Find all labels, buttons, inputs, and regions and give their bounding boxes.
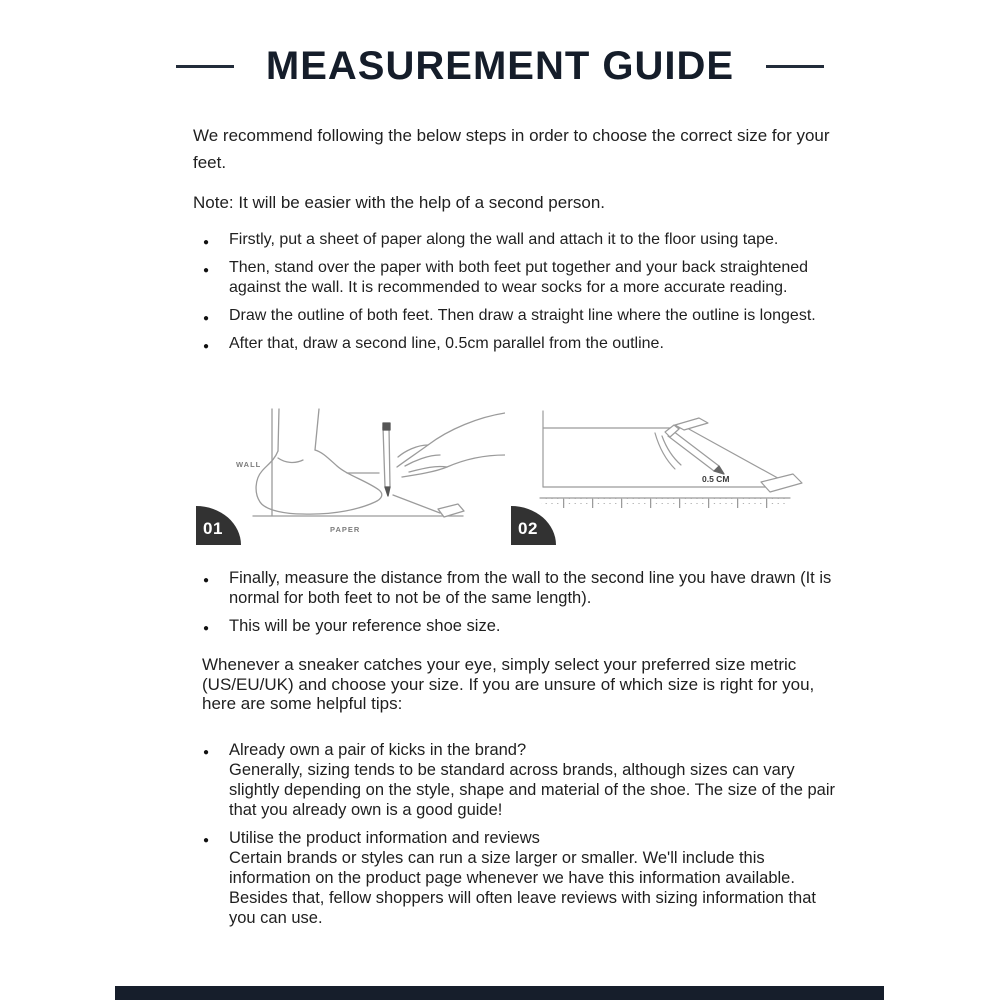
ruler [540,498,790,508]
step1-illustration [195,403,505,548]
wall-label: WALL [236,460,262,469]
paper-label: PAPER [330,525,361,534]
hand [397,413,505,477]
list-item: ● Then, stand over the paper with both feet put together and your back straightened against the wall. It is recommended to wear socks for a more accurate reading. [193,258,841,298]
list-item: ● Draw the outline of both feet. Then draw a straight line where the outline is longest. [193,306,841,326]
foot-outline [256,450,382,514]
footer-bar [115,986,884,1000]
measurement-steps-list [193,230,841,362]
paper-corner-flap [438,504,464,517]
list-item: ● After that, draw a second line, 0.5cm parallel from the outline. [193,334,841,354]
step2-illustration [505,403,825,548]
title-dash-right [766,65,824,68]
intro-section [193,122,833,216]
step2-badge: 02 [511,506,556,545]
page-title: MEASUREMENT GUIDE [265,43,735,88]
page-header [0,38,1000,94]
list-item: ● Firstly, put a sheet of paper along the wall and attach it to the floor using tape. [193,230,841,250]
pencil [383,423,390,496]
list-item: ● This will be your reference shoe size. [193,616,833,636]
tip-heading: ● Already own a pair of kicks in the brand? [229,741,527,759]
sizing-paragraph: Whenever a sneaker catches your eye, simply select your preferred size metric (US/EU/UK) and choose your size. If you are unsure of which size is right for you, here are some helpful tips: [202,655,815,713]
list-item: ● Finally, measure the distance from the wall to the second line you have drawn (It is normal for both feet to not be of the same length). [193,568,833,608]
leg-outline [278,409,319,451]
measure-label: 0.5 CM [702,474,730,484]
paper-corner-flap-top [675,418,708,430]
tip-body: Certain brands or styles can run a size larger or smaller. We'll include this information on the product page whenever we have this information available. Besides that, fellow shoppers will often leave reviews with sizing information that you can use. [229,849,816,927]
outline-curve-2 [662,436,681,465]
guide-line [393,495,440,513]
tip-heading: ● Utilise the product information and reviews [229,829,540,847]
paper-corner-flap-bottom [761,474,802,492]
ankle-curve [278,458,303,462]
tip-body: Generally, sizing tends to be standard across brands, although sizes can vary slightly depending on the style, shape and material of the shoe. The size of the pair that you already own is a good guide! [229,761,835,819]
intro-note: Note: It will be easier with the help of a second person. [193,193,606,212]
list-item [193,740,841,820]
list-item [193,828,841,928]
tips-list [193,740,841,936]
title-dash-left [176,65,234,68]
intro-recommendation: We recommend following the below steps in order to choose the correct size for your feet. [193,126,830,172]
final-steps-list [193,568,833,644]
step1-badge: 01 [196,506,241,545]
